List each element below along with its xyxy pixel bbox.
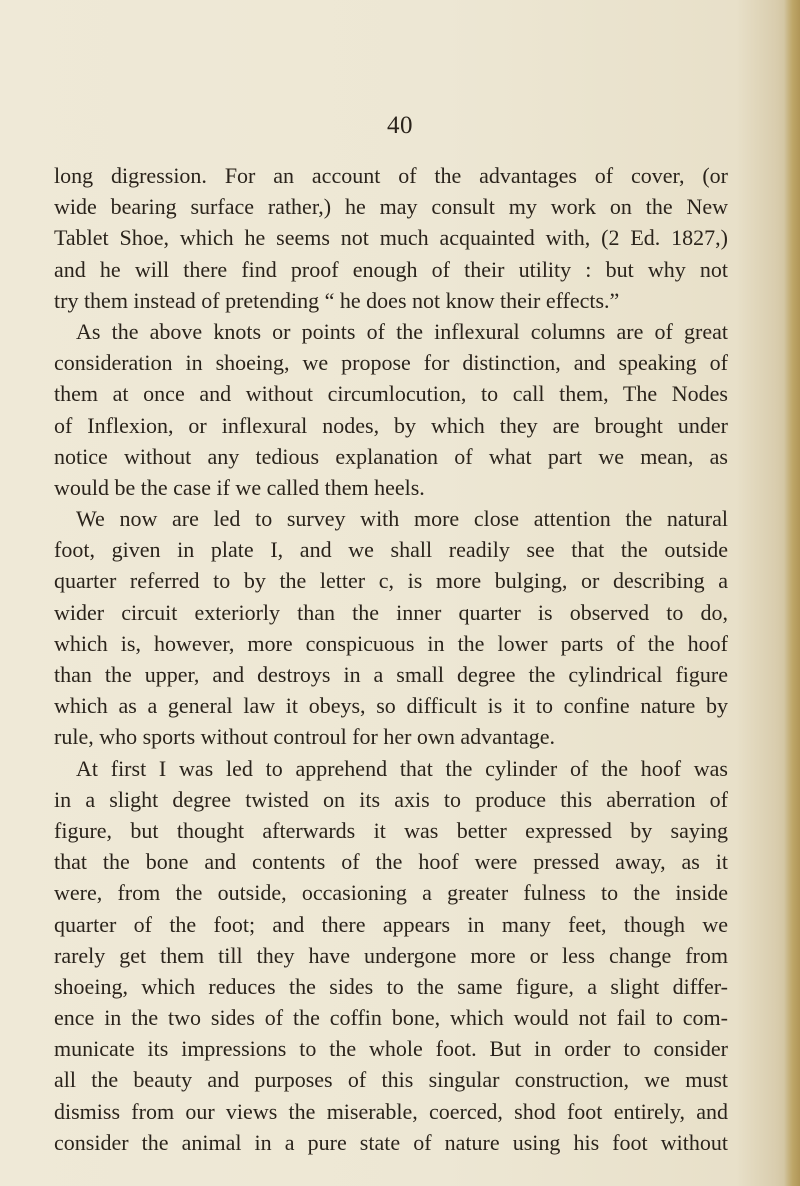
text-line: wider circuit exteriorly than the inner quarter is observed to do, bbox=[54, 599, 728, 625]
text-line: than the upper, and destroys in a small degree the cylindrical figure bbox=[54, 662, 728, 687]
text-line: were, from the outside, occasioning a greater fulness to the inside bbox=[54, 880, 728, 906]
paragraph bbox=[54, 753, 728, 1158]
text-line: and he will there find proof enough of their utility : but why not bbox=[54, 256, 728, 282]
text-line: quarter referred to by the letter c, is more bulging, or describing a bbox=[54, 568, 728, 594]
text-line bbox=[54, 191, 728, 222]
text-line: Tablet Shoe, which he seems not much acquainted with, (2 Ed. 1827,) bbox=[54, 225, 728, 251]
text-line: them at once and without circumlocution, to call them, The Nodes bbox=[54, 381, 728, 407]
text-line: figure, but thought afterwards it was better expressed by saying bbox=[54, 817, 728, 843]
text-line: consideration in shoeing, we propose for distinction, and speaking of bbox=[54, 350, 728, 376]
text-line: notice without any tedious explanation of what part we mean, as bbox=[54, 443, 728, 469]
text-line: long digression. For an account of the advantages of cover, (or bbox=[54, 163, 728, 188]
text-line: municate its impressions to the whole foot. But in order to consider bbox=[54, 1036, 728, 1062]
paragraph bbox=[54, 316, 728, 503]
text-line: foot, given in plate I, and we shall readily see that the outside bbox=[54, 537, 728, 563]
text-line: As the above knots or points of the inflexural columns are of great bbox=[76, 318, 728, 344]
text-line: We now are led to survey with more close attention the natural bbox=[76, 506, 728, 532]
text-line: ence in the two sides of the coffin bone, which would not fail to com- bbox=[54, 1005, 728, 1031]
text-line: try them instead of pretending “ he does not know their effects.” bbox=[54, 287, 620, 313]
text-line: consider the animal in a pure state of nature using his foot without bbox=[54, 1129, 728, 1155]
text-line: dismiss from our views the miserable, coerced, shod foot entirely, and bbox=[54, 1098, 728, 1124]
paragraph bbox=[54, 503, 728, 753]
text-line: rule, who sports without controul for her own advantage. bbox=[54, 724, 555, 750]
text-line: which is, however, more conspicuous in the lower parts of the hoof bbox=[54, 630, 728, 656]
text-line: would be the case if we called them heels. bbox=[54, 474, 425, 500]
paragraph bbox=[54, 160, 728, 316]
text-line: rarely get them till they have undergone more or less change from bbox=[54, 942, 728, 968]
text-line: quarter of the foot; and there appears in many feet, though we bbox=[54, 911, 728, 937]
page-number: 40 bbox=[387, 112, 413, 139]
text-line: At first I was led to apprehend that the cylinder of the hoof was bbox=[76, 755, 728, 781]
text-line-part: wide bearing surface rather,) he may consult my work on the New bbox=[54, 194, 728, 220]
text-line: in a slight degree twisted on its axis to produce this aberration of bbox=[54, 786, 728, 812]
page-edge-shadow bbox=[784, 0, 800, 1186]
text-line: shoeing, which reduces the sides to the same figure, a slight differ- bbox=[54, 973, 728, 999]
text-line: of Inflexion, or inflexural nodes, by which they are brought under bbox=[54, 412, 728, 438]
text-line: that the bone and contents of the hoof were pressed away, as it bbox=[54, 849, 728, 875]
text-line: all the beauty and purposes of this singular construction, we must bbox=[54, 1067, 728, 1093]
text-line: which as a general law it obeys, so difficult is it to confine nature by bbox=[54, 693, 728, 719]
body-text bbox=[54, 160, 728, 1158]
